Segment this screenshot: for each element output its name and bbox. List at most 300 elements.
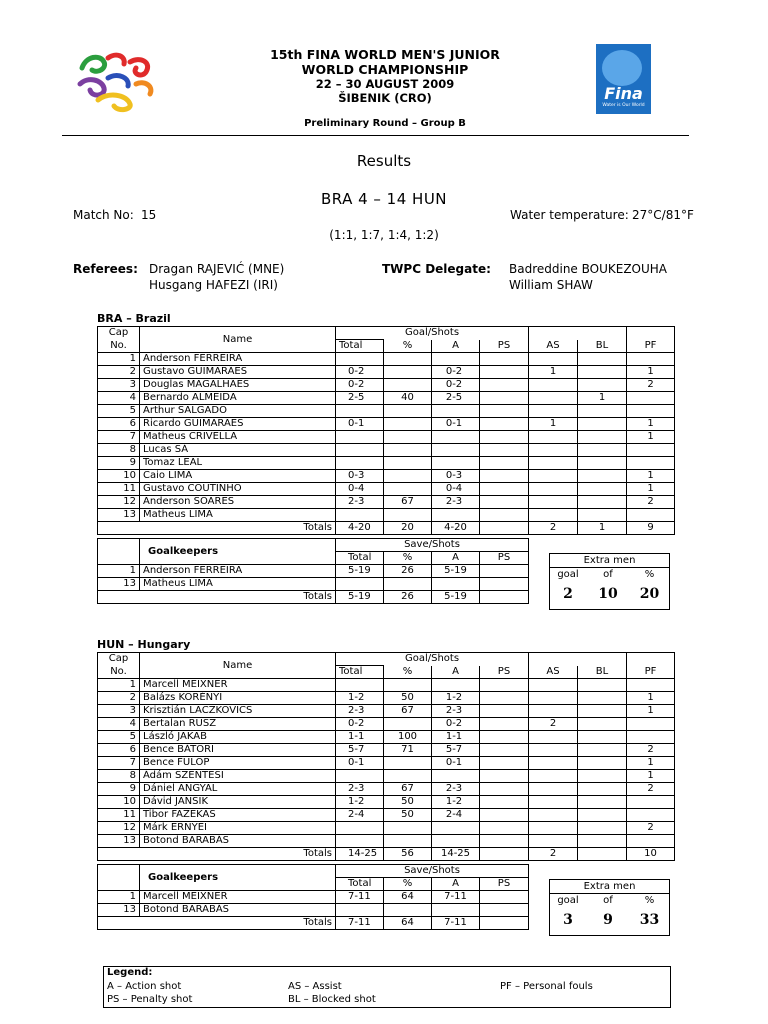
cell-a: 1-1 xyxy=(432,731,480,744)
water-temp-label: Water temperature: xyxy=(510,208,629,222)
cell-total: 0-2 xyxy=(336,366,384,379)
legend-blocked-shot: BL – Blocked shot xyxy=(288,994,376,1005)
cell-bl xyxy=(578,444,627,457)
gk-cell-a: 7-11 xyxy=(432,891,480,904)
cell-pct xyxy=(384,835,432,848)
table-row xyxy=(98,444,675,457)
cell-a xyxy=(432,431,480,444)
cell-pf: 1 xyxy=(627,483,675,496)
page-title: Results xyxy=(356,152,412,170)
gk-ps-header: PS xyxy=(480,552,529,565)
cell-a: 2-4 xyxy=(432,809,480,822)
fina-tagline: Water is Our World xyxy=(602,103,645,108)
header-line-4: ŠIBENIK (CRO) xyxy=(338,91,432,105)
gk-cell-a xyxy=(432,578,480,591)
cell-as xyxy=(529,692,578,705)
cell-a: 0-3 xyxy=(432,470,480,483)
save-shots-header: Save/Shots xyxy=(336,539,529,552)
extra-men-pct: 20 xyxy=(639,586,660,602)
cell-bl xyxy=(578,692,627,705)
extra-men-box xyxy=(549,553,670,610)
cell-ps xyxy=(480,366,529,379)
table-row xyxy=(98,718,675,731)
cell-total xyxy=(336,770,384,783)
cell-pf: 1 xyxy=(627,470,675,483)
gk-total-header: Total xyxy=(336,878,384,891)
cell-pct xyxy=(384,679,432,692)
cell-a: 0-4 xyxy=(432,483,480,496)
cell-pf xyxy=(627,731,675,744)
cell-cap: 4 xyxy=(98,718,140,731)
totals-a: 14-25 xyxy=(432,848,480,861)
cell-bl: 1 xyxy=(578,392,627,405)
gk-totals-total: 7-11 xyxy=(336,917,384,930)
cell-as xyxy=(529,705,578,718)
gk-totals-a: 5-19 xyxy=(432,591,480,604)
cell-bl xyxy=(578,705,627,718)
referee-2: Husgang HAFEZI (IRI) xyxy=(149,278,278,292)
cell-name: Arthur SALGADO xyxy=(140,405,336,418)
cell-cap: 2 xyxy=(98,692,140,705)
cell-pct xyxy=(384,353,432,366)
save-shots-header: Save/Shots xyxy=(336,865,529,878)
table-row xyxy=(98,796,675,809)
cell-cap: 6 xyxy=(98,744,140,757)
cell-a xyxy=(432,835,480,848)
cell-pf xyxy=(627,796,675,809)
cell-bl xyxy=(578,470,627,483)
cell-pf xyxy=(627,835,675,848)
cell-as xyxy=(529,444,578,457)
cell-name: Dávid JANSIK xyxy=(140,796,336,809)
cell-name: Anderson SOARES xyxy=(140,496,336,509)
match-no: 15 xyxy=(141,208,157,222)
cell-total: 0-3 xyxy=(336,470,384,483)
cell-bl xyxy=(578,405,627,418)
cell-pf xyxy=(627,392,675,405)
legend-assist: AS – Assist xyxy=(288,981,342,992)
table-row xyxy=(98,705,675,718)
gk-a-header: A xyxy=(432,878,480,891)
cell-total: 0-2 xyxy=(336,379,384,392)
cap-header: Cap xyxy=(98,653,140,666)
cell-bl xyxy=(578,379,627,392)
cell-total: 0-1 xyxy=(336,757,384,770)
cell-a xyxy=(432,509,480,522)
gk-cell-cap: 13 xyxy=(98,904,140,917)
cell-total xyxy=(336,822,384,835)
cell-a xyxy=(432,822,480,835)
totals-total: 4-20 xyxy=(336,522,384,535)
cell-cap: 11 xyxy=(98,483,140,496)
cell-ps xyxy=(480,509,529,522)
cell-pf: 1 xyxy=(627,418,675,431)
cell-a xyxy=(432,679,480,692)
cell-total: 0-2 xyxy=(336,718,384,731)
cell-pct xyxy=(384,822,432,835)
header-line-2: WORLD CHAMPIONSHIP xyxy=(301,62,469,77)
cell-pct: 50 xyxy=(384,692,432,705)
extra-men-box xyxy=(549,879,670,936)
totals-pf: 9 xyxy=(627,522,675,535)
total-header: Total xyxy=(336,666,384,679)
table-row xyxy=(98,744,675,757)
cell-bl xyxy=(578,809,627,822)
gk-total-header: Total xyxy=(336,552,384,565)
pct-header: % xyxy=(384,666,432,679)
cell-pct xyxy=(384,470,432,483)
cell-as xyxy=(529,679,578,692)
totals-label: Totals xyxy=(98,522,336,535)
cell-bl xyxy=(578,783,627,796)
cell-ps xyxy=(480,431,529,444)
as-header: AS xyxy=(529,666,578,679)
gk-cell-a xyxy=(432,904,480,917)
cell-cap: 5 xyxy=(98,405,140,418)
cell-name: Dániel ANGYAL xyxy=(140,783,336,796)
cell-pf: 2 xyxy=(627,744,675,757)
cell-a xyxy=(432,770,480,783)
gk-cell-pct xyxy=(384,904,432,917)
pf-header: PF xyxy=(627,666,675,679)
gk-pct-header: % xyxy=(384,552,432,565)
table-row xyxy=(98,565,529,578)
cell-as xyxy=(529,457,578,470)
cell-ps xyxy=(480,496,529,509)
legend-personal-fouls: PF – Personal fouls xyxy=(500,981,593,992)
player-stats-table xyxy=(97,652,675,861)
cell-name: Tomaz LEAL xyxy=(140,457,336,470)
cell-pct xyxy=(384,770,432,783)
cell-pct: 71 xyxy=(384,744,432,757)
goal-shots-header: Goal/Shots xyxy=(336,653,529,666)
cell-name: Tibor FAZEKAS xyxy=(140,809,336,822)
totals-bl: 1 xyxy=(578,522,627,535)
cell-ps xyxy=(480,705,529,718)
cell-a xyxy=(432,405,480,418)
cell-as xyxy=(529,392,578,405)
match-no-label: Match No: xyxy=(73,208,134,222)
table-row xyxy=(98,822,675,835)
name-header: Name xyxy=(140,327,336,353)
cell-total xyxy=(336,509,384,522)
goalkeepers-header: Goalkeepers xyxy=(140,539,336,565)
cell-name: Matheus CRIVELLA xyxy=(140,431,336,444)
cell-a: 0-2 xyxy=(432,379,480,392)
cell-ps xyxy=(480,757,529,770)
cell-name: Krisztián LACZKOVICS xyxy=(140,705,336,718)
cell-pct xyxy=(384,718,432,731)
no-header: No. xyxy=(98,666,140,679)
cell-pf: 1 xyxy=(627,692,675,705)
delegate-2: William SHAW xyxy=(509,278,593,292)
gk-totals-ps xyxy=(480,917,529,930)
cell-cap: 1 xyxy=(98,353,140,366)
cell-ps xyxy=(480,796,529,809)
cell-name: Bence BÁTORI xyxy=(140,744,336,757)
gk-cell-name: Botond BARABÁS xyxy=(140,904,336,917)
pf-header: PF xyxy=(627,340,675,353)
cell-cap: 12 xyxy=(98,496,140,509)
cell-as: 1 xyxy=(529,418,578,431)
totals-pf: 10 xyxy=(627,848,675,861)
cell-as xyxy=(529,509,578,522)
extra-men-of-header: of xyxy=(603,569,613,580)
table-row xyxy=(98,379,675,392)
cell-a: 2-3 xyxy=(432,783,480,796)
cell-total: 1-2 xyxy=(336,796,384,809)
table-row xyxy=(98,835,675,848)
gk-cap-spacer xyxy=(98,865,140,891)
cell-cap: 10 xyxy=(98,796,140,809)
cell-as xyxy=(529,379,578,392)
totals-pct: 56 xyxy=(384,848,432,861)
table-row xyxy=(98,366,675,379)
cell-bl xyxy=(578,496,627,509)
header-divider xyxy=(62,135,689,136)
extra-men-goal-header: goal xyxy=(557,895,579,906)
table-row xyxy=(98,679,675,692)
cell-bl xyxy=(578,796,627,809)
legend-penalty-shot: PS – Penalty shot xyxy=(107,994,193,1005)
cell-pf: 1 xyxy=(627,431,675,444)
cell-pf xyxy=(627,353,675,366)
cell-bl xyxy=(578,418,627,431)
delegate-1: Badreddine BOUKEZOUHA xyxy=(509,262,668,276)
header-line-3: 22 – 30 AUGUST 2009 xyxy=(315,77,455,91)
cell-pf xyxy=(627,457,675,470)
table-row xyxy=(98,431,675,444)
cell-total xyxy=(336,457,384,470)
cell-total: 0-1 xyxy=(336,418,384,431)
gk-cell-ps xyxy=(480,565,529,578)
cell-name: Bernardo ALMEIDA xyxy=(140,392,336,405)
table-row xyxy=(98,470,675,483)
cell-a: 2-3 xyxy=(432,705,480,718)
cell-total: 0-4 xyxy=(336,483,384,496)
cell-name: Bence FÜLÖP xyxy=(140,757,336,770)
cell-cap: 13 xyxy=(98,835,140,848)
legend-action-shot: A – Action shot xyxy=(107,981,182,992)
cell-ps xyxy=(480,418,529,431)
extra-men-of-header: of xyxy=(603,895,613,906)
total-header: Total xyxy=(336,340,384,353)
cell-pf xyxy=(627,509,675,522)
gk-totals-row xyxy=(98,917,529,930)
gk-cell-total: 5-19 xyxy=(336,565,384,578)
cell-pf: 2 xyxy=(627,496,675,509)
cell-name: Gustavo COUTINHO xyxy=(140,483,336,496)
cell-ps xyxy=(480,392,529,405)
cell-cap: 12 xyxy=(98,822,140,835)
gk-cell-total xyxy=(336,904,384,917)
cell-cap: 10 xyxy=(98,470,140,483)
cell-cap: 7 xyxy=(98,431,140,444)
gk-cell-name: Matheus LIMA xyxy=(140,578,336,591)
player-stats-table xyxy=(97,326,675,535)
extra-men-pct-header: % xyxy=(644,569,655,580)
ps-header: PS xyxy=(480,666,529,679)
gk-cell-pct: 26 xyxy=(384,565,432,578)
cell-name: Caio LIMA xyxy=(140,470,336,483)
cell-name: László JAKAB xyxy=(140,731,336,744)
cell-pf xyxy=(627,809,675,822)
pct-header: % xyxy=(384,340,432,353)
cell-ps xyxy=(480,353,529,366)
gk-cell-a: 5-19 xyxy=(432,565,480,578)
extra-men-of: 10 xyxy=(598,586,618,602)
gk-totals-pct: 64 xyxy=(384,917,432,930)
gk-pct-header: % xyxy=(384,878,432,891)
cell-pct xyxy=(384,457,432,470)
table-row xyxy=(98,770,675,783)
cell-pf: 1 xyxy=(627,770,675,783)
gk-cell-total: 7-11 xyxy=(336,891,384,904)
cell-bl xyxy=(578,431,627,444)
cell-cap: 9 xyxy=(98,457,140,470)
gk-cell-total xyxy=(336,578,384,591)
cell-pct xyxy=(384,757,432,770)
cell-cap: 8 xyxy=(98,444,140,457)
round-label: Preliminary Round – Group B xyxy=(304,118,466,129)
cell-pf: 1 xyxy=(627,757,675,770)
cell-name: Botond BARABÁS xyxy=(140,835,336,848)
cell-as xyxy=(529,470,578,483)
a-header: A xyxy=(432,340,480,353)
totals-total: 14-25 xyxy=(336,848,384,861)
cell-as xyxy=(529,783,578,796)
cell-pct: 50 xyxy=(384,796,432,809)
cell-total: 2-3 xyxy=(336,783,384,796)
team-title: BRA – Brazil xyxy=(97,312,171,325)
cell-pct xyxy=(384,379,432,392)
cell-name: Anderson FERREIRA xyxy=(140,353,336,366)
cell-ps xyxy=(480,483,529,496)
cell-a: 5-7 xyxy=(432,744,480,757)
cell-bl xyxy=(578,835,627,848)
totals-bl xyxy=(578,848,627,861)
goalkeepers-header: Goalkeepers xyxy=(140,865,336,891)
extra-men-goal: 3 xyxy=(563,912,573,928)
fina-logo-text: Fina xyxy=(604,84,643,103)
table-row xyxy=(98,692,675,705)
gk-ps-header: PS xyxy=(480,878,529,891)
extra-men-pct: 33 xyxy=(639,912,660,928)
cell-total xyxy=(336,444,384,457)
cell-cap: 11 xyxy=(98,809,140,822)
cell-ps xyxy=(480,679,529,692)
no-header: No. xyxy=(98,340,140,353)
table-row xyxy=(98,457,675,470)
cell-bl xyxy=(578,757,627,770)
table-row xyxy=(98,809,675,822)
gk-cell-ps xyxy=(480,891,529,904)
delegate-label: TWPC Delegate: xyxy=(382,262,491,276)
cell-ps xyxy=(480,783,529,796)
cell-a: 2-5 xyxy=(432,392,480,405)
cap-header: Cap xyxy=(98,327,140,340)
cell-as: 2 xyxy=(529,718,578,731)
cell-name: Balázs KORÉNYI xyxy=(140,692,336,705)
as-bl-header-spacer xyxy=(529,653,627,666)
cell-a xyxy=(432,353,480,366)
cell-total: 2-3 xyxy=(336,496,384,509)
cell-total: 1-1 xyxy=(336,731,384,744)
cell-total: 2-3 xyxy=(336,705,384,718)
ps-header: PS xyxy=(480,340,529,353)
cell-total: 5-7 xyxy=(336,744,384,757)
cell-name: Ricardo GUIMARÃES xyxy=(140,418,336,431)
match-score: BRA 4 – 14 HUN xyxy=(320,190,448,208)
championship-logo xyxy=(74,48,158,114)
gk-totals-a: 7-11 xyxy=(432,917,480,930)
cell-total: 2-4 xyxy=(336,809,384,822)
cell-as xyxy=(529,744,578,757)
cell-as xyxy=(529,809,578,822)
goalkeepers-table xyxy=(97,538,529,604)
cell-bl xyxy=(578,718,627,731)
cell-name: Matheus LIMA xyxy=(140,509,336,522)
quarter-scores: (1:1, 1:7, 1:4, 1:2) xyxy=(329,228,439,242)
gk-totals-ps xyxy=(480,591,529,604)
extra-men-title: Extra men xyxy=(583,881,636,892)
cell-pf: 1 xyxy=(627,366,675,379)
gk-cell-name: Marcell MEIXNER xyxy=(140,891,336,904)
table-row xyxy=(98,496,675,509)
gk-a-header: A xyxy=(432,552,480,565)
cell-bl xyxy=(578,731,627,744)
cell-ps xyxy=(480,770,529,783)
cell-pct: 50 xyxy=(384,809,432,822)
table-row xyxy=(98,578,529,591)
cell-bl xyxy=(578,744,627,757)
cell-bl xyxy=(578,679,627,692)
cell-name: Marcell MEIXNER xyxy=(140,679,336,692)
cell-total xyxy=(336,353,384,366)
table-row xyxy=(98,904,529,917)
totals-pct: 20 xyxy=(384,522,432,535)
cell-ps xyxy=(480,744,529,757)
cell-pf xyxy=(627,405,675,418)
cell-bl xyxy=(578,366,627,379)
cell-pct: 67 xyxy=(384,496,432,509)
cell-pct xyxy=(384,418,432,431)
table-row xyxy=(98,783,675,796)
gk-totals-total: 5-19 xyxy=(336,591,384,604)
cell-name: Lucas SÁ xyxy=(140,444,336,457)
cell-pct xyxy=(384,509,432,522)
bl-header: BL xyxy=(578,666,627,679)
legend-title: Legend: xyxy=(107,967,153,978)
cell-cap: 8 xyxy=(98,770,140,783)
cell-cap: 5 xyxy=(98,731,140,744)
gk-cell-cap: 1 xyxy=(98,891,140,904)
cell-as xyxy=(529,796,578,809)
cell-cap: 3 xyxy=(98,705,140,718)
bl-header: BL xyxy=(578,340,627,353)
cell-bl xyxy=(578,353,627,366)
cell-as xyxy=(529,431,578,444)
pf-header-spacer xyxy=(627,327,675,340)
header-line-1: 15th FINA WORLD MEN'S JUNIOR xyxy=(270,47,500,62)
cell-ps xyxy=(480,405,529,418)
cell-cap: 13 xyxy=(98,509,140,522)
cell-a xyxy=(432,444,480,457)
cell-total xyxy=(336,835,384,848)
extra-men-pct-header: % xyxy=(644,895,655,906)
goalkeepers-table xyxy=(97,864,529,930)
cell-as xyxy=(529,405,578,418)
